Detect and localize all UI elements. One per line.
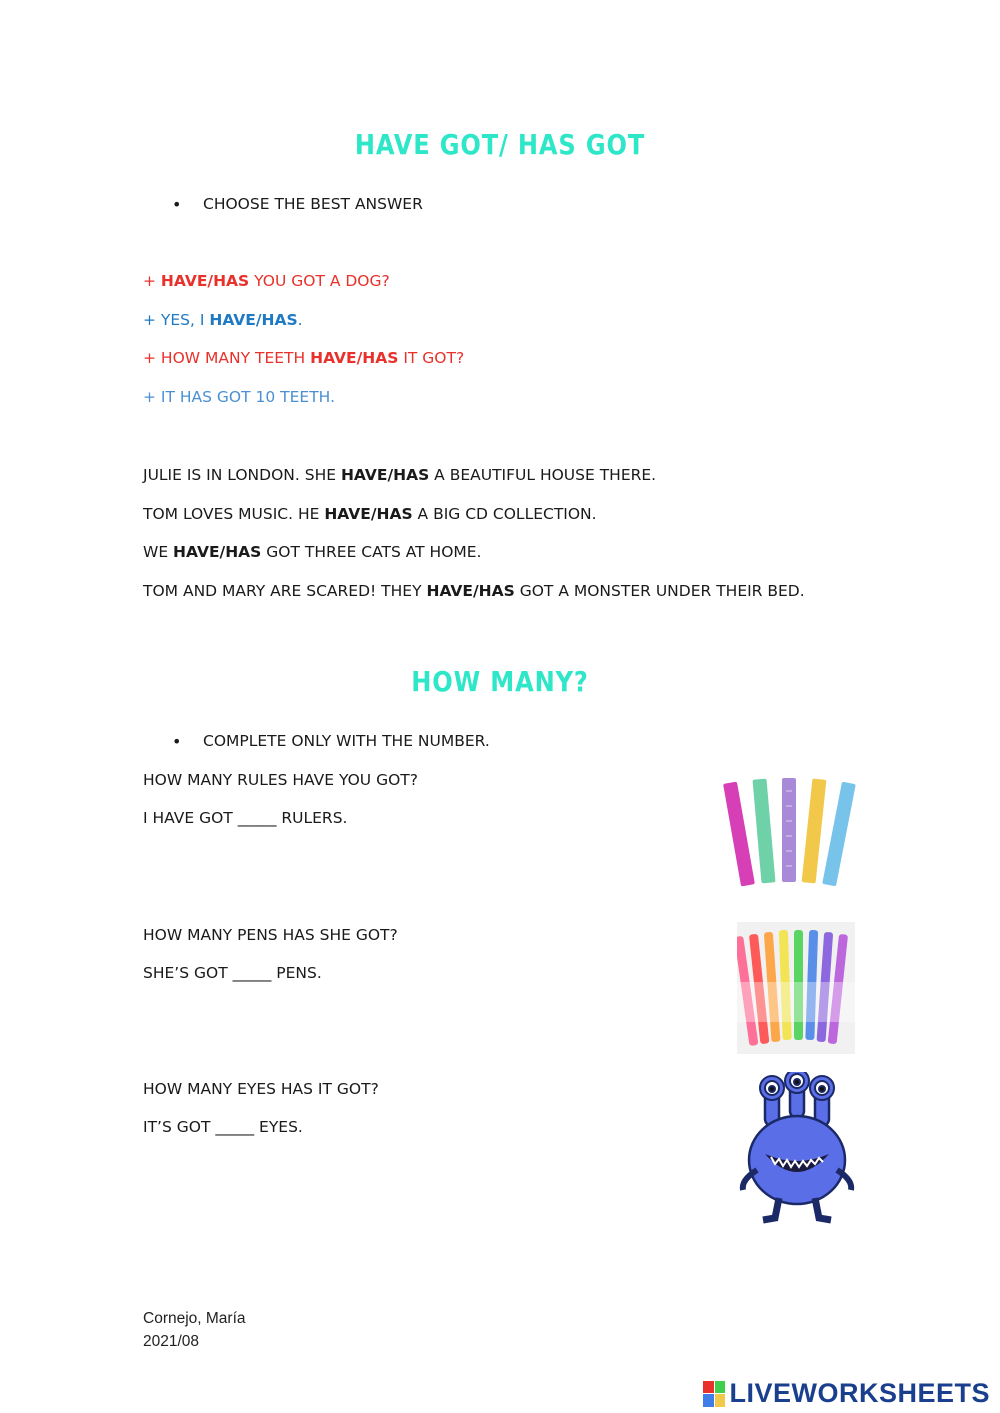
instruction-choose: CHOOSE THE BEST ANSWER: [203, 195, 423, 213]
answer-line-3: IT’S GOT _____ EYES.: [143, 1118, 303, 1136]
choice-option[interactable]: HAVE/HAS: [310, 349, 399, 367]
instruction-complete: COMPLETE ONLY WITH THE NUMBER.: [203, 732, 490, 750]
question-2: HOW MANY PENS HAS SHE GOT?: [143, 926, 398, 944]
ruler-pink: [723, 782, 755, 887]
choice-option[interactable]: HAVE/HAS: [209, 311, 298, 329]
choice-option[interactable]: HAVE/HAS: [324, 505, 413, 523]
ruler-blue: [822, 782, 856, 887]
ruler-yellow: [802, 779, 827, 884]
monster-image: [735, 1072, 859, 1224]
ruler-green: [752, 779, 775, 884]
sentence-4: TOM AND MARY ARE SCARED! THEY HAVE/HAS GOT A MONSTER UNDER THEIR BED.: [143, 582, 805, 600]
answer-blank[interactable]: _____: [215, 1118, 255, 1136]
section-title-how-many: HOW MANY?: [411, 665, 589, 698]
sentence-2: TOM LOVES MUSIC. HE HAVE/HAS A BIG CD COLLECTION.: [143, 505, 597, 523]
dialogue-line-4: + IT HAS GOT 10 TEETH.: [143, 388, 335, 406]
footer-date: 2021/08: [143, 1333, 200, 1350]
choice-option[interactable]: HAVE/HAS: [160, 272, 250, 290]
rulers-image: [722, 776, 858, 888]
sentence-1: JULIE IS IN LONDON. SHE HAVE/HAS A BEAUTIFUL HOUSE THERE.: [143, 466, 657, 484]
brand-logo[interactable]: [703, 1378, 990, 1409]
footer-author: Cornejo, María: [143, 1310, 246, 1327]
brand-name: LIVEWORKSHEETS: [729, 1378, 990, 1408]
choice-option[interactable]: HAVE/HAS: [173, 543, 262, 561]
dialogue-line-3: + HOW MANY TEETH HAVE/HAS IT GOT?: [143, 349, 465, 367]
answer-blank[interactable]: _____: [232, 964, 272, 982]
answer-line-1: I HAVE GOT _____ RULERS.: [143, 809, 348, 827]
pens-image: [737, 922, 855, 1054]
question-1: HOW MANY RULES HAVE YOU GOT?: [143, 771, 418, 789]
bullet-dot: •: [172, 732, 182, 751]
choice-option[interactable]: HAVE/HAS: [340, 466, 430, 484]
sentence-3: WE HAVE/HAS GOT THREE CATS AT HOME.: [143, 543, 482, 561]
dialogue-line-1: + HAVE/HAS YOU GOT A DOG?: [143, 272, 390, 290]
choice-option[interactable]: HAVE/HAS: [426, 582, 515, 600]
answer-line-2: SHE’S GOT _____ PENS.: [143, 964, 322, 982]
worksheet-title: HAVE GOT/ HAS GOT: [354, 128, 646, 161]
question-3: HOW MANY EYES HAS IT GOT?: [143, 1080, 379, 1098]
bullet-dot: •: [172, 195, 182, 214]
answer-blank[interactable]: _____: [237, 809, 277, 827]
dialogue-line-2: + YES, I HAVE/HAS.: [143, 311, 303, 329]
liveworksheets-icon: [703, 1381, 725, 1407]
